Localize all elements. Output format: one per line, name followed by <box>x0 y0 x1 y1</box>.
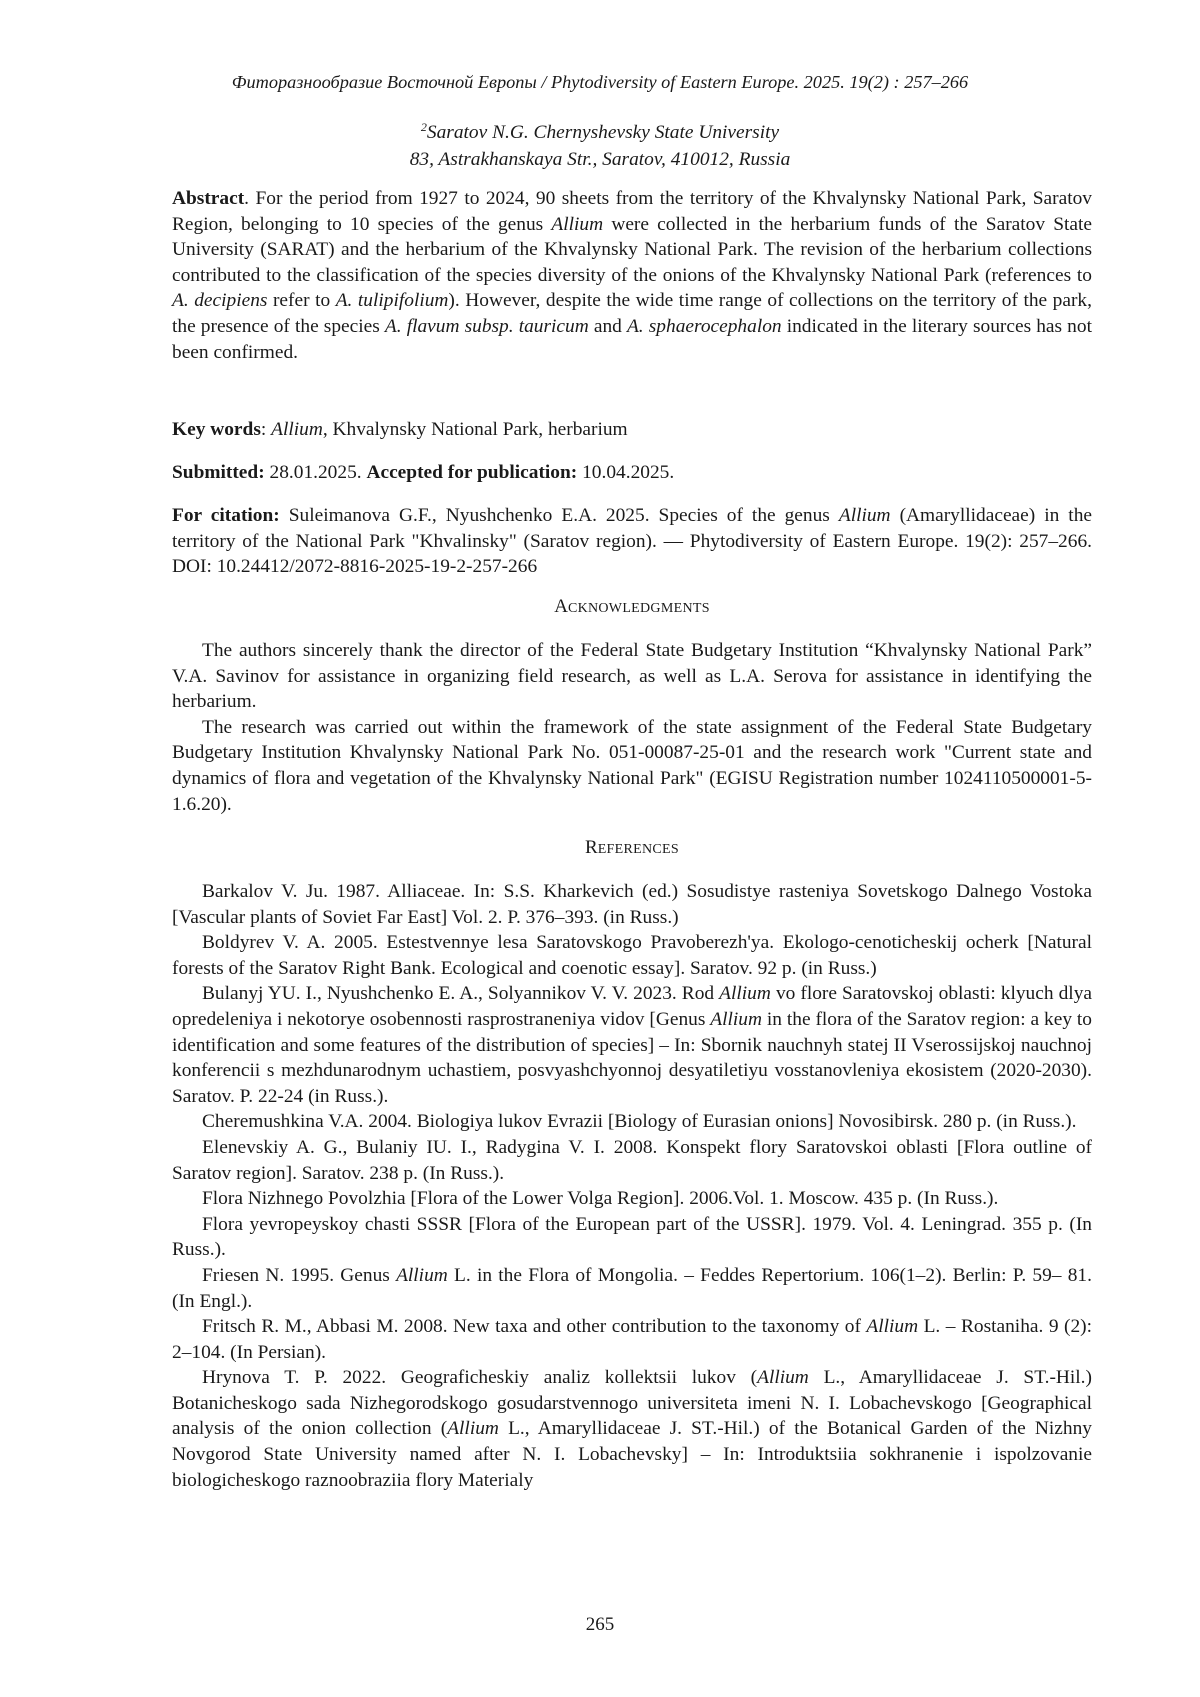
reference-item: Barkalov V. Ju. 1987. Alliaceae. In: S.S. Kharkevich (ed.) Sosudistye rasteniya Sovetskogo Dalnego Vostoka [Vascular plants of Soviet Far East] Vol. 2. P. 376–393. (in Russ.) <box>172 879 1092 930</box>
affiliation-marker: 2 <box>421 120 427 134</box>
acknowledgments-paragraph: The research was carried out within the framework of the state assignment of the Federal State Budgetary Budgetary Institution Khvalynsky National Park No. 051-00087-25-01 and the research work "Current state and dynamics of flora and vegetation of the Khvalynsky National Park" (EGISU Registration number 1024110500001-5-1.6.20). <box>172 715 1092 817</box>
keywords: Key words: Allium, Khvalynsky National Park, herbarium <box>172 417 1092 443</box>
reference-item: Bulanyj YU. I., Nyushchenko E. A., Solyannikov V. V. 2023. Rod Allium vo flore Saratovskoj oblasti: klyuch dlya opredeleniya i nekotorye osobennosti rasprostraneniya vidov [Genus Allium in the flora of the Saratov region: a key to identification and some features of the distribution of species] – In: Sbornik nauchnyh statej II Vserossijskoj nauchnoj konferencii s mezhdunarodnym uchastiem, posvyashchyonnoj desyatiletiyu vosstanovleniya ekosistem (2020-2030). Saratov. P. 22-24 (in Russ.). <box>172 981 1092 1109</box>
submitted-label: Submitted: <box>172 462 265 483</box>
reference-item: Flora Nizhnego Povolzhia [Flora of the Lower Volga Region]. 2006.Vol. 1. Moscow. 435 p. (In Russ.). <box>172 1186 1092 1212</box>
reference-item: Elenevskiy A. G., Bulaniy IU. I., Radygina V. I. 2008. Konspekt flory Saratovskoi oblasti [Flora outline of Saratov region]. Saratov. 238 p. (In Russ.). <box>172 1135 1092 1186</box>
affiliation-line-2: 83, Astrakhanskaya Str., Saratov, 410012, Russia <box>0 146 1200 173</box>
reference-item: Cheremushkina V.A. 2004. Biologiya lukov Evrazii [Biology of Eurasian onions] Novosibirsk. 280 p. (in Russ.). <box>172 1109 1092 1135</box>
accepted-label: Accepted for publication: <box>366 462 577 483</box>
reference-item: Hrynova T. P. 2022. Geograficheskiy analiz kollektsii lukov (Allium L., Amaryllidaceae J. ST.-Hil.) Botanicheskogo sada Nizhegorodskogo gosudarstvennogo universiteta imeni N. I. Lobachevskogo [Geographical analysis of the onion collection (Allium L., Amaryllidaceae J. ST.-Hil.) of the Botanical Garden of the Nizhny Novgorod State University named after N. I. Lobachevsky] – In: Introduktsiia sokhranenie i ispolzovanie biologicheskogo raznoobraziia flory Materialy <box>172 1365 1092 1493</box>
reference-item: Boldyrev V. A. 2005. Estestvennye lesa Saratovskogo Pravoberezh'ya. Ekologo-cenoticheskij ocherk [Natural forests of the Saratov Right Bank. Ecological and coenotic essay]. Saratov. 92 p. (in Russ.) <box>172 930 1092 981</box>
affiliation-line-1: 2Saratov N.G. Chernyshevsky State University <box>0 114 1200 146</box>
abstract: Abstract. For the period from 1927 to 2024, 90 sheets from the territory of the Khvalynsky National Park, Saratov Region, belonging to 10 species of the genus Allium were collected in the herbarium funds of the Saratov State University (SARAT) and the herbarium of the Khvalynsky National Park. The revision of the herbarium collections contributed to the classification of the species diversity of the onions of the Khvalynsky National Park (references to A. decipiens refer to A. tulipifolium). However, despite the wide time range of collections on the territory of the park, the presence of the species A. flavum subsp. tauricum and A. sphaerocephalon indicated in the literary sources has not been confirmed. <box>172 186 1092 365</box>
keywords-label: Key words <box>172 419 261 440</box>
page-number: 265 <box>0 1612 1200 1638</box>
accepted-date: 10.04.2025. <box>577 462 674 483</box>
paper-page <box>0 0 1200 1697</box>
references-list <box>172 879 1092 1493</box>
acknowledgments-heading: ACKNOWLEDGMENTS <box>172 594 1092 622</box>
submitted-date: 28.01.2025. <box>265 462 367 483</box>
reference-item: Flora yevropeyskoy chasti SSSR [Flora of the European part of the USSR]. 1979. Vol. 4. Leningrad. 355 p. (In Russ.). <box>172 1212 1092 1263</box>
reference-item: Friesen N. 1995. Genus Allium L. in the Flora of Mongolia. – Feddes Repertorium. 106(1–2). Berlin: P. 59– 81. (In Engl.). <box>172 1263 1092 1314</box>
running-head: Фиторазнообразие Восточной Европы / Phytodiversity of Eastern Europe. 2025. 19(2) : 257–266 <box>0 70 1200 96</box>
submission-dates <box>172 460 1092 486</box>
affiliation <box>0 114 1200 173</box>
acknowledgments-text <box>172 638 1092 817</box>
citation: For citation: Suleimanova G.F., Nyushchenko E.A. 2025. Species of the genus Allium (Amaryllidaceae) in the territory of the National Park "Khvalinsky" (Saratov region). — Phytodiversity of Eastern Europe. 19(2): 257–266. DOI: 10.24412/2072-8816-2025-19-2-257-266 <box>172 503 1092 580</box>
reference-item: Fritsch R. M., Abbasi M. 2008. New taxa and other contribution to the taxonomy of Allium L. – Rostaniha. 9 (2): 2–104. (In Persian). <box>172 1314 1092 1365</box>
citation-label: For citation: <box>172 505 280 526</box>
abstract-label: Abstract <box>172 188 244 209</box>
references-heading: REFERENCES <box>172 835 1092 863</box>
acknowledgments-paragraph: The authors sincerely thank the director of the Federal State Budgetary Institution “Khvalynsky National Park” V.A. Savinov for assistance in organizing field research, as well as L.A. Serova for assistance in identifying the herbarium. <box>172 638 1092 715</box>
